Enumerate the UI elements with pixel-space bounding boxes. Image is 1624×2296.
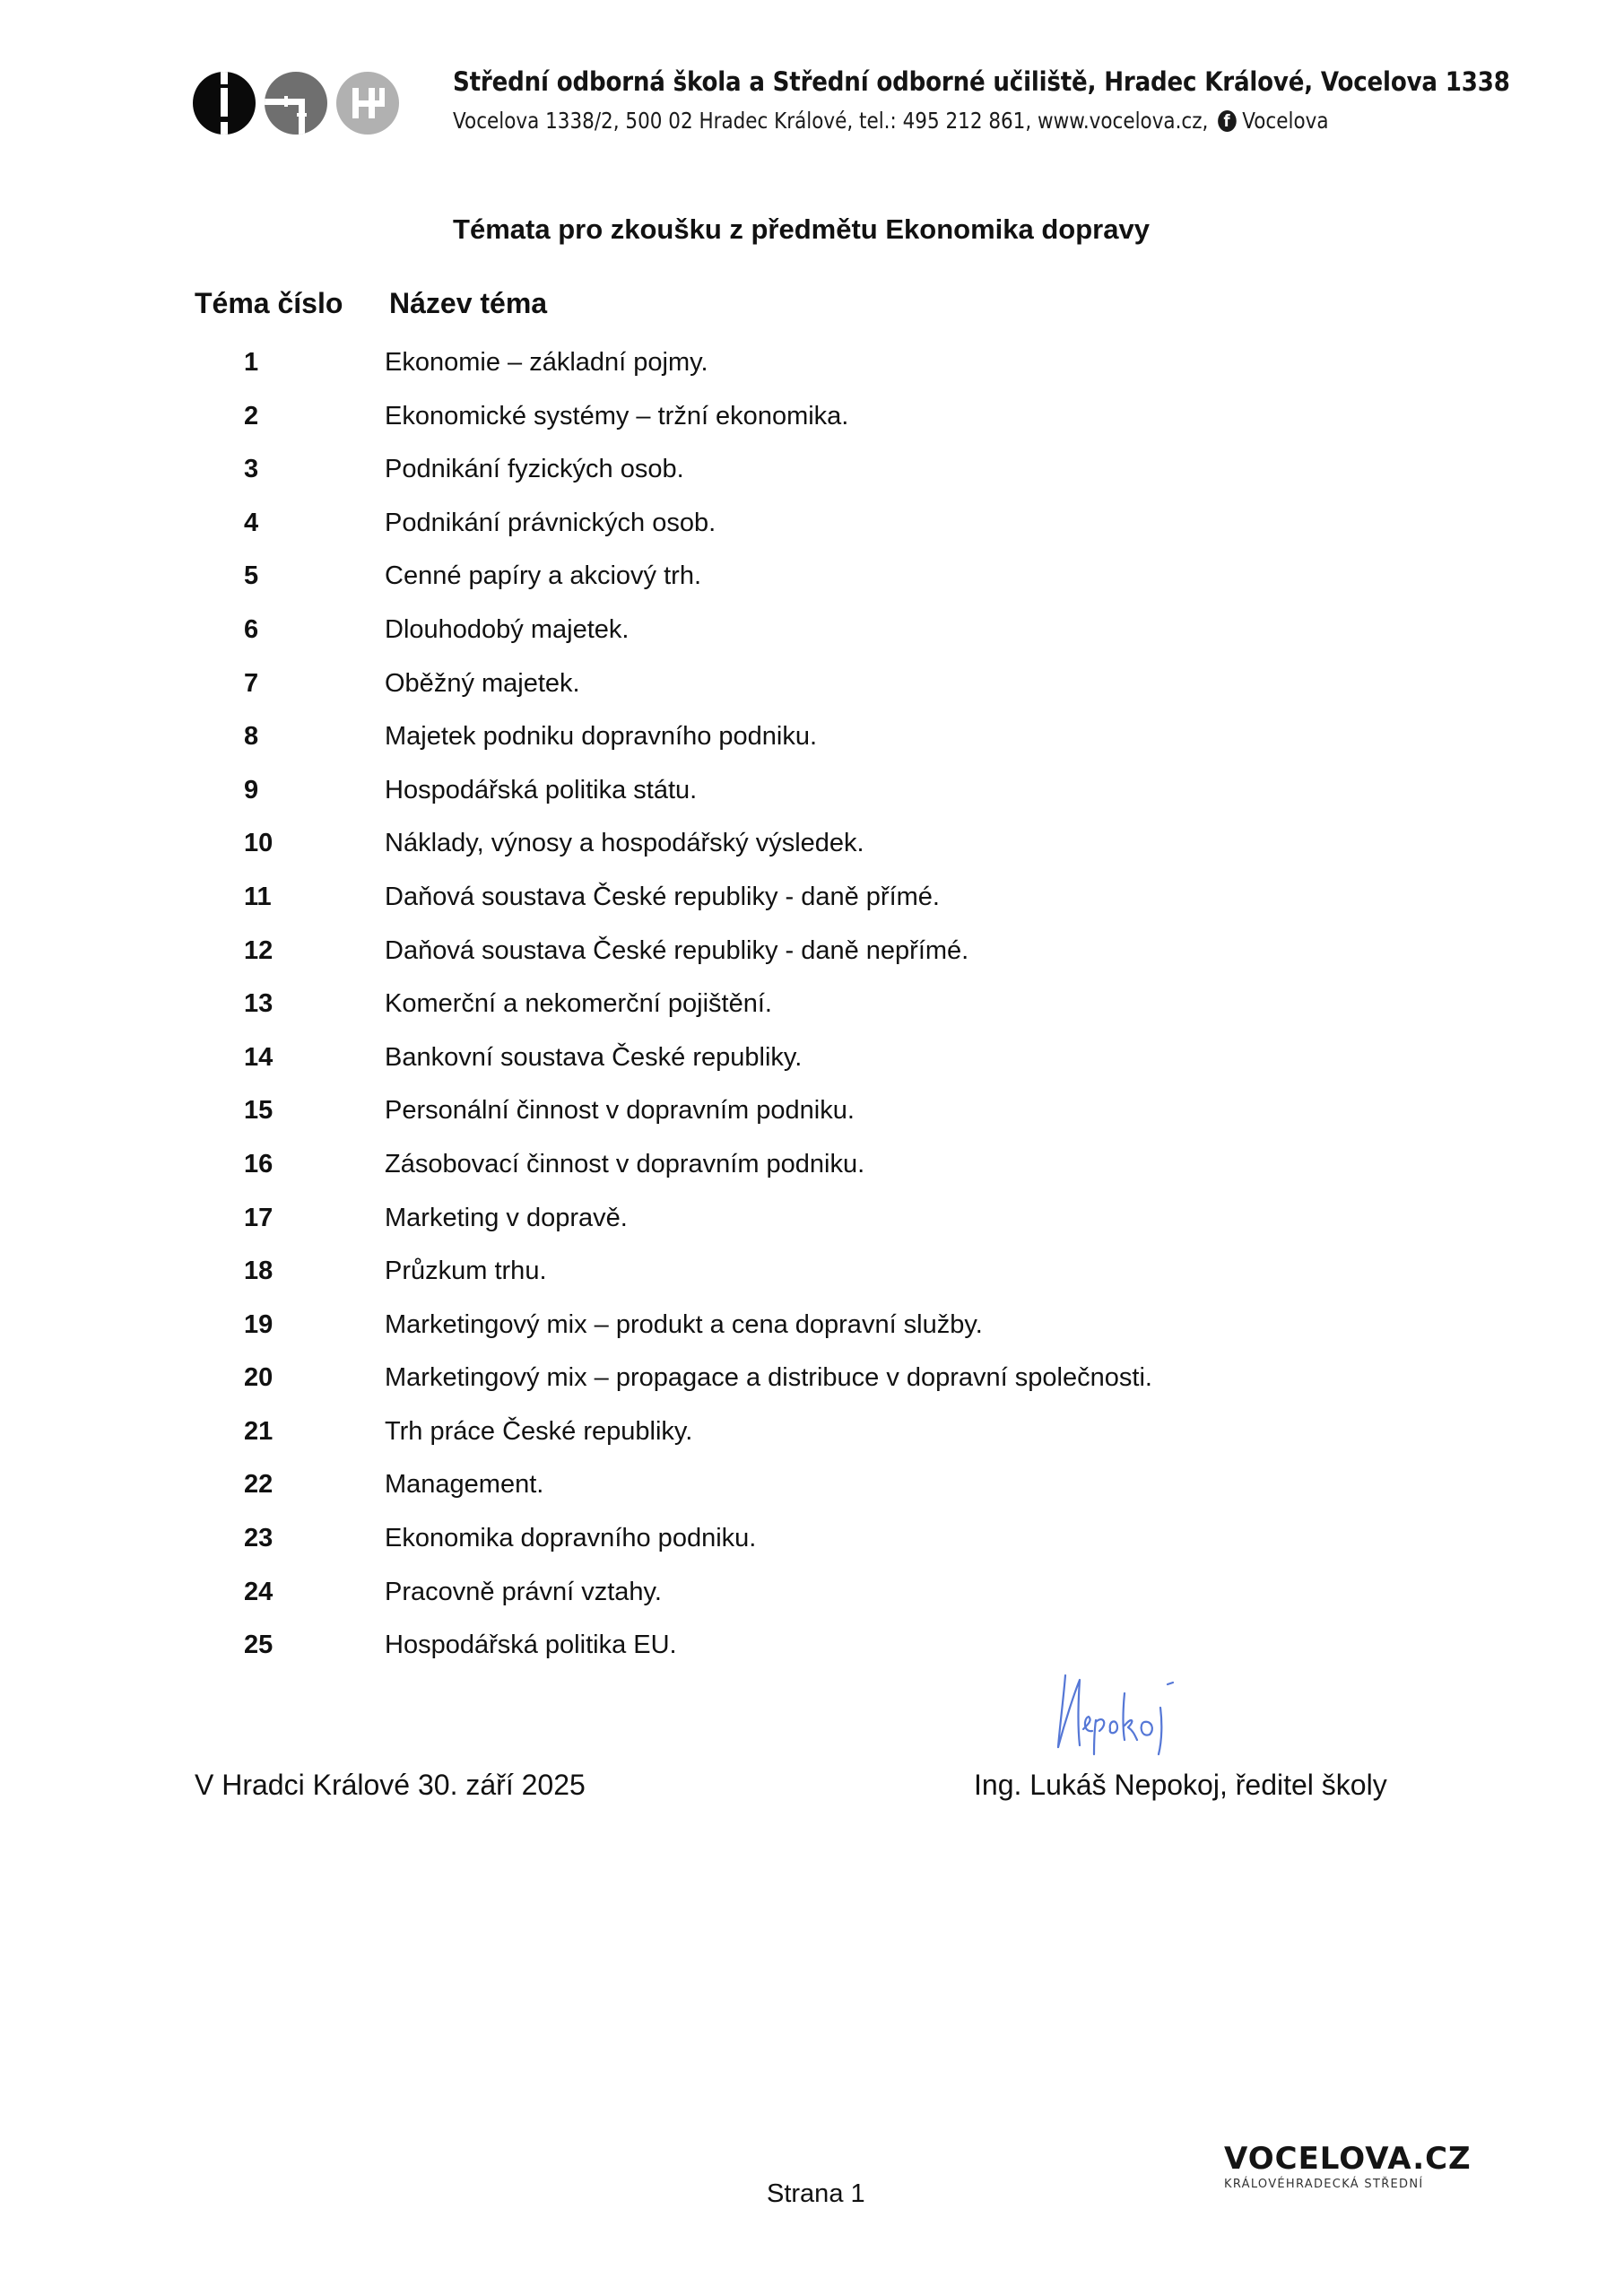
topic-row <box>0 776 1624 830</box>
school-address <box>453 108 1329 134</box>
topic-title: Marketingový mix – produkt a cena dopravní služby. <box>385 1309 983 1339</box>
topic-number: 14 <box>244 1042 274 1072</box>
column-header-number: Téma číslo <box>195 287 343 319</box>
topic-row <box>0 829 1624 883</box>
topic-number: 11 <box>244 882 272 911</box>
topic-title: Cenné papíry a akciový trh. <box>385 561 702 591</box>
topic-title: Dlouhodobý majetek. <box>385 614 630 644</box>
topic-row <box>0 1043 1624 1097</box>
topic-row <box>0 509 1624 562</box>
page-number: Strana 1 <box>767 2179 865 2208</box>
topic-title: Management. <box>385 1470 544 1500</box>
topic-row <box>0 348 1624 402</box>
logo-circle-gray-icon <box>265 72 327 135</box>
topic-title: Hospodářská politika EU. <box>385 1631 677 1660</box>
topic-number: 18 <box>244 1257 274 1286</box>
topic-title: Ekonomické systémy – tržní ekonomika. <box>385 401 849 430</box>
topic-number: 6 <box>244 614 259 644</box>
topic-number: 17 <box>244 1203 274 1232</box>
topic-row <box>0 402 1624 456</box>
topic-title: Oběžný majetek. <box>385 668 580 698</box>
topic-number: 21 <box>244 1416 274 1446</box>
topic-number: 16 <box>244 1149 274 1178</box>
topic-number: 12 <box>244 935 274 965</box>
topic-title: Daňová soustava České republiky - daně nepřímé. <box>385 935 969 965</box>
signer-name: Ing. Lukáš Nepokoj, ředitel školy <box>974 1769 1387 1801</box>
topic-title: Majetek podniku dopravního podniku. <box>385 722 818 752</box>
topic-row <box>0 615 1624 669</box>
topic-number: 25 <box>244 1631 274 1660</box>
topic-number: 4 <box>244 508 259 537</box>
topic-row <box>0 455 1624 509</box>
footer-brand-logo <box>1224 2141 1472 2191</box>
topic-row <box>0 1524 1624 1578</box>
topic-title: Marketingový mix – propagace a distribuce v dopravní společnosti. <box>385 1363 1152 1393</box>
topic-number: 7 <box>244 668 259 698</box>
letterhead <box>193 65 1510 142</box>
topic-row <box>0 1150 1624 1204</box>
topic-row <box>0 1204 1624 1257</box>
date-place: V Hradci Králové 30. září 2025 <box>195 1769 586 1801</box>
topic-title: Ekonomika dopravního podniku. <box>385 1524 757 1553</box>
facebook-label: Vocelova <box>1242 108 1329 134</box>
topic-number: 24 <box>244 1577 274 1606</box>
column-header-name: Název téma <box>389 287 548 319</box>
brand-main: VOCELOVA.CZ <box>1224 2141 1472 2177</box>
topic-row <box>0 1631 1624 1684</box>
topic-row <box>0 1310 1624 1364</box>
topic-title: Personální činnost v dopravním podniku. <box>385 1096 855 1126</box>
topic-number: 10 <box>244 829 274 858</box>
topic-title: Marketing v dopravě. <box>385 1203 628 1232</box>
topic-title: Podnikání právnických osob. <box>385 508 716 537</box>
topic-row <box>0 883 1624 936</box>
topic-number: 19 <box>244 1309 274 1339</box>
topic-number: 5 <box>244 561 259 591</box>
topic-row <box>0 669 1624 723</box>
topic-title: Náklady, výnosy a hospodářský výsledek. <box>385 829 864 858</box>
topic-title: Bankovní soustava České republiky. <box>385 1042 803 1072</box>
topic-row <box>0 1363 1624 1417</box>
topic-number: 9 <box>244 775 259 804</box>
topic-number: 22 <box>244 1470 274 1500</box>
topic-title: Podnikání fyzických osob. <box>385 455 684 484</box>
brand-sub: KRÁLOVÉHRADECKÁ STŘEDNÍ <box>1224 2178 1424 2191</box>
topic-row <box>0 1578 1624 1631</box>
topic-number: 23 <box>244 1524 274 1553</box>
school-name: Střední odborná škola a Střední odborné učiliště, Hradec Králové, Vocelova 1338 <box>453 66 1510 97</box>
topic-number: 3 <box>244 455 259 484</box>
facebook-icon: f <box>1218 110 1237 132</box>
topic-number: 13 <box>244 989 274 1019</box>
logo-circle-lightgray-icon <box>336 72 399 135</box>
topic-title: Zásobovací činnost v dopravním podniku. <box>385 1149 865 1178</box>
address-text: Vocelova 1338/2, 500 02 Hradec Králové, tel.: 495 212 861, www.vocelova.cz, <box>453 108 1209 134</box>
handwritten-signature <box>1038 1657 1191 1761</box>
topics-list <box>0 348 1624 1684</box>
topic-title: Trh práce České republiky. <box>385 1416 693 1446</box>
document-title-text: Témata pro zkoušku z předmětu Ekonomika dopravy <box>453 213 1150 245</box>
topic-row <box>0 722 1624 776</box>
topic-row <box>0 561 1624 615</box>
topic-title: Průzkum trhu. <box>385 1257 547 1286</box>
topic-row <box>0 1096 1624 1150</box>
topic-title: Daňová soustava České republiky - daně přímé. <box>385 882 940 911</box>
topic-number: 2 <box>244 401 259 430</box>
topic-title: Komerční a nekomerční pojištění. <box>385 989 772 1019</box>
topic-number: 15 <box>244 1096 274 1126</box>
topic-title: Hospodářská politika státu. <box>385 775 698 804</box>
topic-row <box>0 1417 1624 1471</box>
topic-row <box>0 989 1624 1043</box>
document-title <box>0 213 1624 246</box>
topic-row <box>0 936 1624 990</box>
logo-circle-black-icon <box>193 72 256 135</box>
topic-number: 1 <box>244 348 259 377</box>
topic-row <box>0 1470 1624 1524</box>
topic-number: 8 <box>244 722 259 752</box>
topic-title: Ekonomie – základní pojmy. <box>385 348 708 377</box>
topic-row <box>0 1257 1624 1310</box>
topic-title: Pracovně právní vztahy. <box>385 1577 662 1606</box>
topic-number: 20 <box>244 1363 274 1393</box>
school-logos <box>193 72 399 135</box>
